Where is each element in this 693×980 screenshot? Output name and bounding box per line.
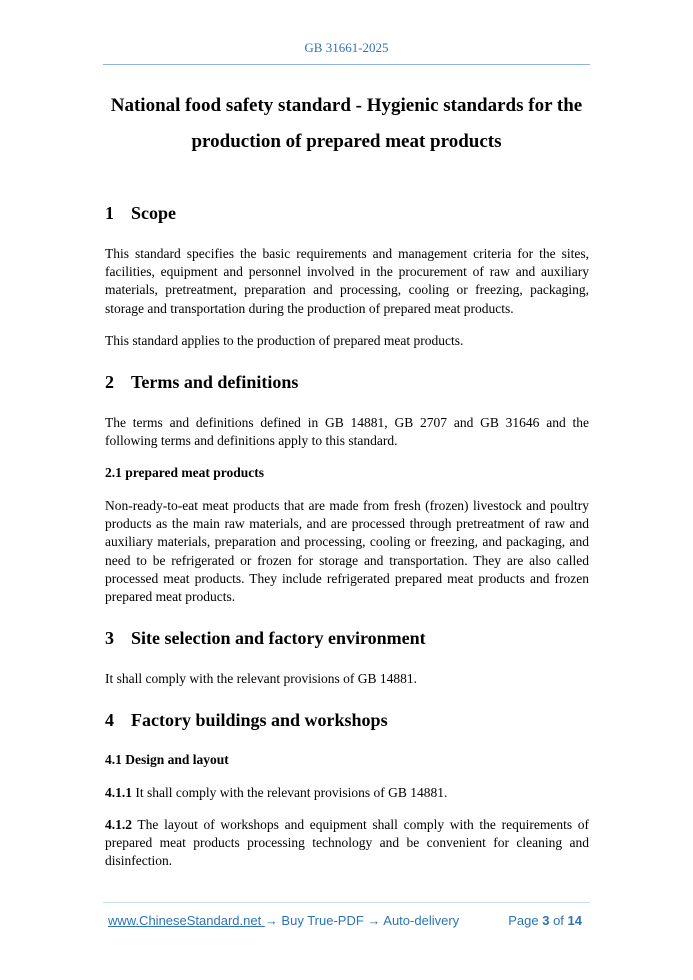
header-divider [103,64,590,65]
terms-paragraph: The terms and definitions defined in GB 14881, GB 2707 and GB 31646 and the following terms and definitions apply to this standard. [105,415,589,449]
clause-text: The layout of workshops and equipment shall comply with the requirements of prepared meat products processing technology and be convenient for cleaning and disinfection. [105,817,589,869]
section-title: Site selection and factory environment [131,628,426,648]
footer-divider [103,902,590,903]
footer [108,913,588,928]
subsection-heading-4-1: 4.1 Design and layout [105,752,229,767]
scope-paragraph-2: This standard applies to the production of prepared meat products. [105,333,464,348]
page-label: Page [508,913,543,928]
chinesestandard-link[interactable]: www.ChineseStandard.net [108,913,265,928]
auto-delivery-text: Auto-delivery [380,913,460,928]
clause-4-1-2 [105,816,589,871]
section-number: 4 [105,710,114,730]
section-number: 1 [105,203,114,223]
section-number: 2 [105,372,114,392]
document-title-line1: National food safety standard - Hygienic standards for the [110,95,583,116]
section-heading-buildings [105,710,388,731]
section-title: Scope [131,203,176,223]
page-total: 14 [567,913,582,928]
arrow-right-icon: → [264,913,278,928]
clause-4-1-1 [105,784,589,802]
page-current: 3 [542,913,550,928]
section-heading-scope [105,203,176,224]
buy-true-pdf-text: Buy True-PDF [277,913,368,928]
subsection-heading-2-1: 2.1 prepared meat products [105,465,265,480]
section-heading-terms [105,372,298,393]
clause-number: 4.1.2 [105,817,132,832]
document-title-line2: production of prepared meat products [191,131,502,152]
scope-paragraph-1: This standard specifies the basic requirements and management criteria for the sites, facilities, equipment and personnel involved in the procurement of raw and auxiliary materials, pretreatment, preparation and processing, cooling or freezing, packaging, storage and transportation during the production of prepared meat products. [105,246,589,316]
clause-text: It shall comply with the relevant provisions of GB 14881. [132,785,448,800]
arrow-right-icon: → [367,913,381,928]
section-title: Factory buildings and workshops [131,710,388,730]
section-heading-site [105,628,426,649]
site-paragraph: It shall comply with the relevant provisions of GB 14881. [105,671,417,686]
section-number: 3 [105,628,114,648]
section-title: Terms and definitions [131,372,299,392]
header-doc-id: GB 31661-2025 [304,40,389,55]
page-indicator [508,913,582,928]
definition-paragraph: Non-ready-to-eat meat products that are made from fresh (frozen) livestock and poultry products as the main raw materials, and are processed through pretreatment of raw and auxiliary materials, preparation and processing, cooling or freezing, and packaging, and need to be refrigerated or frozen for storage and transportation. They are also called processed meat products. They include refrigerated prepared meat products and frozen prepared meat products. [105,498,589,605]
of-label: of [549,913,568,928]
clause-number: 4.1.1 [105,785,132,800]
